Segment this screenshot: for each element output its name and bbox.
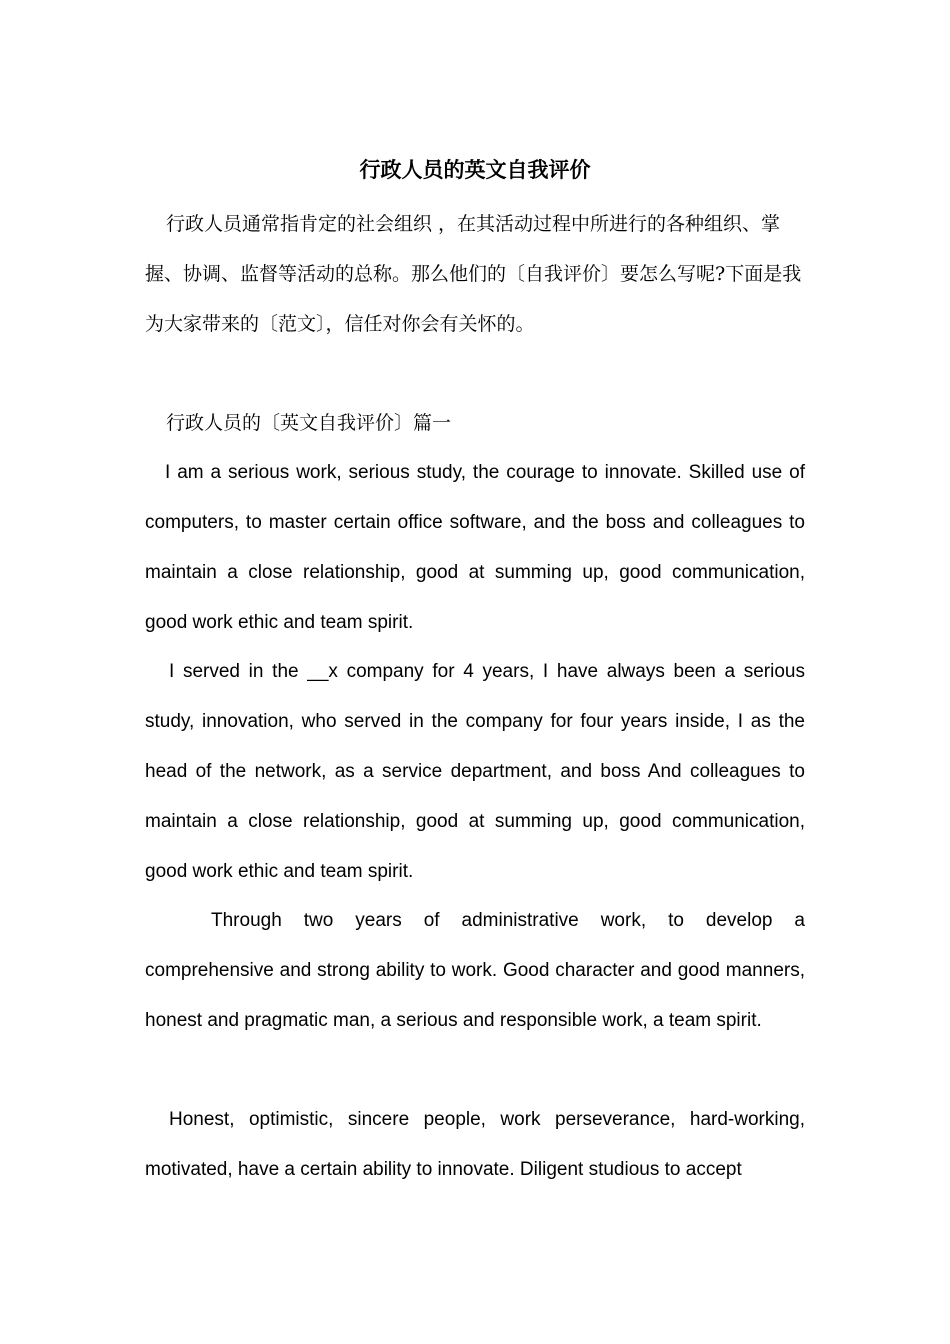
intro-text: 行政人员通常指肯定的社会组织 ，在其活动过程中所进行的各种组织、掌握、协调、监督等活动的总称。那么他们的〔自我评价〕要怎么写呢?下面是我为大家带来的〔范文〕，信任对你会有关怀的。 [145, 213, 802, 335]
document-title: 行政人员的英文自我评价 [359, 157, 591, 182]
body-paragraph-1: I am a serious work, serious study, the courage to innovate. Skilled use of computers, to master certain office software, and the boss and colleagues to maintain a close relationship, good at summing up, good communication, good work ethic and team spirit. [145, 462, 805, 633]
intro-paragraph [145, 199, 810, 349]
body-paragraph-2: I served in the __x company for 4 years, I have always been a serious study, innovation, who served in the company for four years inside, I as the head of the network, as a service department, and boss And colleagues to maintain a close relationship, good at summing up, good communication, good work ethic and team spirit. [145, 661, 805, 882]
body-paragraph-3: Through two years of administrative work, to develop a comprehensive and strong ability to work. Good character and good manners, honest and pragmatic man, a serious and responsible work, a team spirit. [145, 910, 805, 1031]
body-paragraph-4: Honest, optimistic, sincere people, work perseverance, hard-working, motivated, have a certain ability to innovate. Diligent studious to accept [145, 1109, 805, 1180]
section-heading: 行政人员的〔英文自我评价〕篇一 [166, 412, 452, 434]
